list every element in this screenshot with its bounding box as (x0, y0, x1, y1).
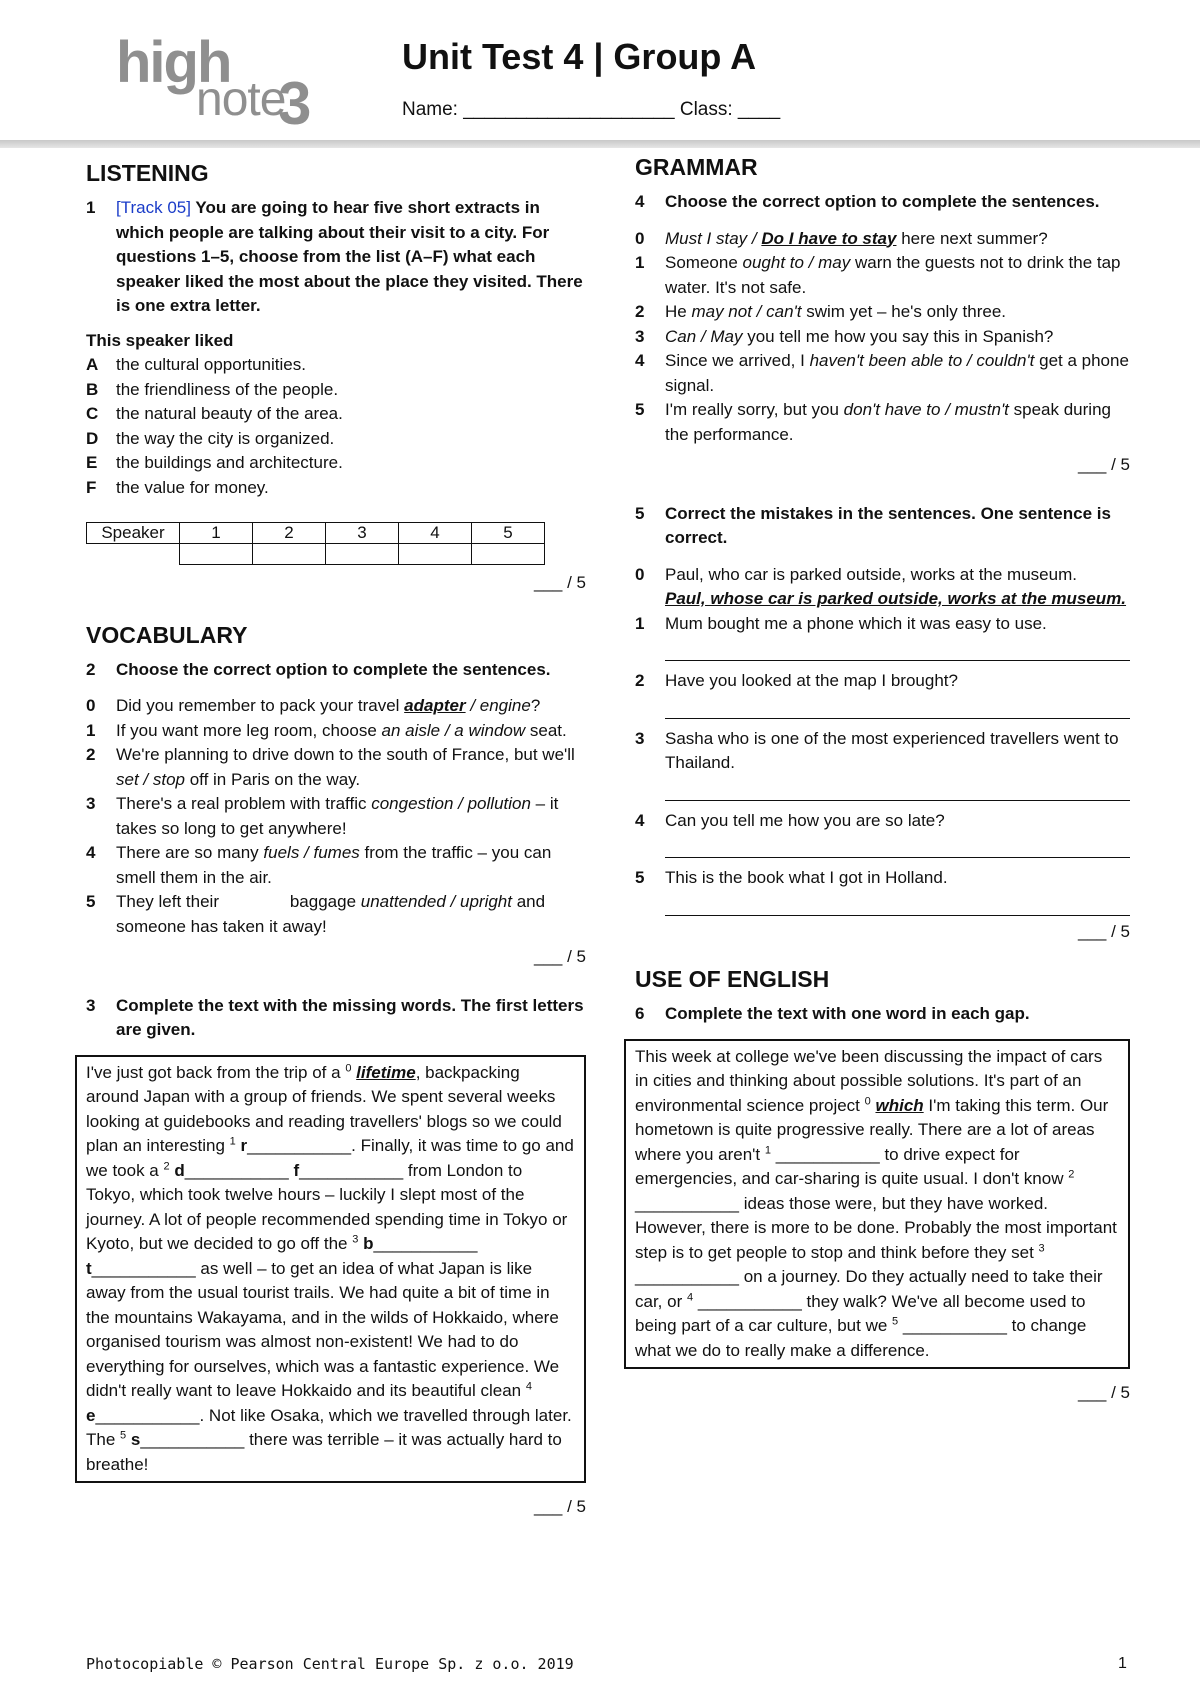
gap-first-letter: r (240, 1136, 248, 1155)
listening-heading: LISTENING (86, 160, 209, 186)
question-number: 5 (635, 503, 645, 523)
item-options[interactable]: ought to / may (742, 253, 851, 272)
answer-line-3[interactable] (665, 776, 1130, 801)
answer-cell-3[interactable] (326, 544, 399, 565)
passage-text: ___________ on a journey. Do they actually need to take their car, or (635, 1267, 1103, 1311)
item-text: get a phone signal. (665, 351, 1129, 395)
list-item (635, 563, 1130, 612)
option-text: the value for money. (116, 477, 269, 497)
item-text: I'm really sorry, but you (665, 400, 844, 419)
item-text: Can you tell me how you are so late? (665, 810, 945, 830)
right-column (635, 152, 1130, 1406)
list-item (86, 792, 586, 841)
option-text: the way the city is organized. (116, 428, 335, 448)
page-number: 1 (1118, 1655, 1127, 1672)
passage-text: ___________ to change what we do to really make a difference. (635, 1316, 1087, 1360)
item-text: Someone (665, 253, 743, 272)
item-text: Since we arrived, I (665, 351, 810, 370)
gap-number: 5 (120, 1429, 127, 1442)
item-text: This is the book what I got in Holland. (665, 868, 948, 887)
item-number: 3 (635, 728, 645, 748)
item-option: Must I stay / (665, 228, 762, 248)
page-title: Unit Test 4 | Group A (402, 36, 757, 77)
table-header-4: 4 (399, 523, 472, 544)
item-text: If you want more leg room, choose (116, 720, 382, 740)
item-number: 2 (635, 671, 645, 690)
gap-first-letter: d (174, 1160, 185, 1180)
passage-text: ___________ (373, 1234, 478, 1253)
option-item (86, 353, 586, 378)
gap-number: 4 (525, 1380, 532, 1393)
option-item (86, 378, 586, 403)
list-item (635, 227, 1130, 252)
instruction-text: Complete the text with one word in each gap. (665, 1004, 1030, 1023)
passage-text: I've just got back from the trip of a (86, 1062, 346, 1082)
item-options[interactable]: an aisle / a window (381, 720, 526, 740)
item-text: warn the guests not to drink the tap water. It's not safe. (665, 253, 1121, 297)
item-options[interactable]: set / stop (116, 769, 185, 789)
option-text: the buildings and architecture. (116, 453, 343, 472)
answer-cell-5[interactable] (472, 544, 545, 565)
answer-cell-1[interactable] (180, 544, 253, 565)
answer-cell-2[interactable] (253, 544, 326, 565)
passage-text: ___________ (184, 1160, 294, 1180)
item-text: Have you looked at the map I brought? (665, 671, 958, 690)
item-text: Mum bought me a phone which it was easy to use. (665, 613, 1047, 633)
passage-text: ___________ they walk? We've all become used to being part of a car culture, but we (635, 1291, 1086, 1335)
item-options[interactable]: unattended / upright (360, 892, 512, 911)
item-number: 0 (635, 228, 645, 248)
gap-first-letter: s (130, 1430, 141, 1449)
item-number: 2 (86, 745, 96, 764)
question-number: 3 (86, 995, 96, 1015)
option-letter: C (86, 404, 99, 423)
list-item (635, 809, 1130, 834)
list-item (635, 300, 1130, 325)
answer-line-4[interactable] (665, 833, 1130, 858)
item-text: He (665, 302, 692, 321)
passage-text: ___________ ideas those were, but they have worked. However, there is more to be done. Probably the most important step is to get people to stop and think before they set (635, 1193, 1117, 1262)
item-number: 3 (86, 794, 96, 813)
list-item (635, 325, 1130, 350)
option-letter: E (86, 453, 98, 472)
question-2-instruction (86, 658, 586, 683)
logo-word-high: high (116, 30, 231, 95)
option-letter: D (86, 428, 99, 448)
item-text: There's a real problem with traffic (116, 794, 372, 813)
instruction-text: Choose the correct option to complete the sentences. (116, 659, 551, 679)
q4-items (635, 227, 1130, 448)
option-item (86, 451, 586, 476)
item-number: 4 (635, 810, 645, 830)
gap-number: 2 (163, 1159, 170, 1172)
passage-text: ___________ to drive expect for emergencies, and car-sharing is quite usual. I don't know (635, 1144, 1069, 1188)
list-item (635, 349, 1130, 398)
item-number: 1 (635, 253, 645, 272)
instruction-text: You are going to hear five short extracts in which people are talking about their visit to a city. For questions 1–5, choose from the list (A–F) what each speaker liked the most about the place they visited. There is one extra letter. (116, 198, 583, 315)
passage-text: ___________ there was terrible – it was actually hard to breathe! (86, 1430, 562, 1474)
item-number: 1 (635, 613, 645, 633)
footer-copyright: Photocopiable © Pearson Central Europe Sp. z o.o. 2019 (86, 1655, 574, 1673)
gap-number: 1 (764, 1143, 771, 1156)
gap-number: 0 (345, 1061, 352, 1074)
item-number: 5 (86, 892, 96, 911)
example-answer: which (875, 1095, 924, 1115)
gap-first-letter: e (86, 1405, 96, 1425)
listening-section (86, 158, 586, 596)
item-text: seat. (525, 720, 567, 740)
passage-text: , backpacking around Japan with a group of friends. We spent several weeks looking at guidebooks and reading travellers' blogs so we could plan an interesting (86, 1062, 562, 1155)
passage-text: ___________ from London to Tokyo, which took twelve hours – luckily I slept most of the journey. A lot of people recommended spending time in Tokyo or Kyoto, but we decided to go off the (86, 1160, 568, 1253)
gap-number: 4 (686, 1290, 694, 1303)
track-label: [Track 05] (116, 198, 191, 217)
grammar-heading: GRAMMAR (635, 154, 758, 180)
option-letter: A (86, 355, 99, 374)
high-note-logo (116, 30, 326, 137)
item-number: 3 (635, 326, 645, 346)
example-answer: Do I have to stay (761, 228, 897, 248)
logo-word-note: note (196, 73, 286, 126)
instruction-text: Correct the mistakes in the sentences. One sentence is correct. (665, 503, 1111, 547)
item-text: you tell me how you say this in Spanish? (742, 326, 1054, 346)
item-options[interactable]: fuels / fumes (263, 843, 360, 862)
gap-first-letter: b (363, 1234, 374, 1253)
list-item (635, 398, 1130, 447)
item-options[interactable]: Can / May (665, 326, 743, 346)
item-text: off in Paris on the way. (184, 769, 361, 789)
item-options[interactable]: don't have to / mustn't (843, 400, 1009, 419)
list-item (86, 719, 586, 744)
use-of-english-section (635, 964, 1130, 1406)
gap-number: 2 (1068, 1168, 1075, 1181)
gap-number: 5 (892, 1315, 899, 1328)
item-text: speak during the performance. (665, 400, 1111, 444)
q2-items (86, 694, 586, 939)
question-number: 6 (635, 1004, 645, 1023)
answer-line-2[interactable] (665, 694, 1130, 719)
item-number: 1 (86, 720, 96, 740)
gap-number: 3 (1038, 1241, 1045, 1254)
instruction-text: Choose the correct option to complete the sentences. (665, 192, 1100, 211)
gap-first-letter: f (293, 1160, 300, 1180)
passage-text: ___________. Not like Osaka, which we travelled through later. The (86, 1405, 572, 1449)
item-text: Paul, who car is parked outside, works at the museum. (665, 564, 1077, 584)
option-item (86, 402, 586, 427)
table-header-5: 5 (472, 523, 545, 544)
question-number: 2 (86, 659, 96, 679)
question-6-instruction (635, 1002, 1130, 1027)
grammar-section (635, 152, 1130, 944)
table-header-2: 2 (253, 523, 326, 544)
list-item (86, 743, 586, 792)
list-item (86, 890, 586, 939)
speaker-answer-table (86, 522, 545, 565)
gap-first-letter: t (86, 1258, 92, 1278)
instruction-text: Complete the text with the missing words. The first letters are given. (116, 995, 584, 1039)
table-header-speaker: Speaker (87, 523, 180, 544)
option-letter: F (86, 477, 97, 497)
item-number: 2 (635, 302, 645, 321)
score-vocabulary-q2: ___ / 5 (534, 947, 586, 966)
item-text: swim yet – he's only three. (801, 302, 1006, 321)
item-text: and someone has taken it away! (116, 892, 546, 936)
example-answer: lifetime (356, 1062, 416, 1082)
item-number: 5 (635, 868, 645, 887)
example-answer: Paul, whose car is parked outside, works at the museum. (665, 589, 1127, 608)
gap-number: 0 (864, 1094, 871, 1107)
question-1-instruction (86, 196, 586, 319)
vocabulary-section (86, 620, 586, 1520)
item-text: They left their baggage (116, 892, 361, 911)
item-text: Did you remember to pack your travel (116, 696, 405, 715)
list-item (635, 669, 1130, 694)
example-answer: adapter (404, 696, 466, 715)
q5-items (635, 563, 1130, 916)
passage-text: ___________. Finally, it was time to go and we took a (86, 1136, 574, 1180)
item-text: – it takes so long to get anywhere! (116, 794, 559, 838)
score-grammar-q5: ___ / 5 (1078, 921, 1130, 941)
option-item (86, 476, 586, 501)
item-number: 0 (86, 696, 96, 715)
name-class-line: Name: ____________________ Class: ____ (402, 99, 781, 120)
item-text: We're planning to drive down to the south of France, but we'll (116, 745, 575, 764)
options-list (86, 353, 586, 500)
option-text: the natural beauty of the area. (116, 404, 343, 423)
list-item (86, 841, 586, 890)
question-number: 4 (635, 192, 645, 211)
list-item (635, 612, 1130, 637)
table-header-1: 1 (180, 523, 253, 544)
use-of-english-heading: USE OF ENGLISH (635, 966, 830, 992)
header-divider (0, 140, 1200, 148)
score-vocabulary-q3: ___ / 5 (534, 1497, 586, 1516)
item-option: / engine (465, 696, 531, 715)
question-3-instruction (86, 994, 586, 1043)
option-item (86, 427, 586, 452)
item-text: ? (530, 696, 541, 715)
answer-line-1[interactable] (665, 636, 1130, 661)
option-text: the cultural opportunities. (116, 355, 306, 374)
question-number: 1 (86, 198, 96, 217)
table-header-3: 3 (326, 523, 399, 544)
q3-text-box (75, 1055, 586, 1484)
question-4-instruction (635, 190, 1130, 215)
item-text: There are so many (116, 843, 264, 862)
passage-text: ___________ as well – to get an idea of what Japan is like away from the usual tourist trails. We had quite a bit of time in the mountains Wakayama, and in the wilds of Hokkaido, where organised tourism was almost non-existent! We had to do everything for ourselves, which was a fantastic experience. We didn't really want to leave Hokkaido and its beautiful clean (86, 1258, 560, 1400)
item-options[interactable]: congestion / pollution (371, 794, 531, 813)
item-options[interactable]: may not / can't (691, 302, 802, 321)
item-text: Sasha who is one of the most experienced travellers went to Thailand. (665, 728, 1119, 772)
score-grammar-q4: ___ / 5 (1078, 455, 1130, 474)
table-empty-cell (87, 544, 180, 565)
vocabulary-heading: VOCABULARY (86, 621, 248, 648)
item-number: 0 (635, 564, 645, 584)
score-listening: ___ / 5 (534, 573, 586, 592)
option-letter: B (86, 379, 99, 399)
gap-number: 3 (352, 1233, 359, 1246)
left-column (86, 158, 586, 1520)
item-text: here next summer? (896, 228, 1048, 248)
answer-cell-4[interactable] (399, 544, 472, 565)
logo-number: 3 (278, 70, 310, 137)
passage-text: This week at college we've been discussing the impact of cars in cities and thinking about possible solutions. It's part of an environmental science project (635, 1046, 1103, 1115)
gap-number: 1 (229, 1135, 236, 1148)
item-text: from the traffic – you can smell them in the air. (116, 843, 552, 887)
score-use-of-english: ___ / 5 (1078, 1383, 1130, 1402)
item-number: 4 (635, 351, 645, 370)
passage-text: I'm taking this term. Our hometown is quite progressive really. There are a lot of areas where you aren't (635, 1095, 1109, 1164)
question-5-instruction (635, 502, 1130, 551)
option-text: the friendliness of the people. (116, 379, 339, 399)
item-number: 5 (635, 400, 645, 419)
list-item (635, 251, 1130, 300)
item-options[interactable]: haven't been able to / couldn't (809, 351, 1035, 370)
list-item (635, 727, 1130, 776)
list-item (86, 694, 586, 719)
options-subheading: This speaker liked (86, 330, 234, 350)
list-item (635, 866, 1130, 891)
q6-text-box (624, 1039, 1130, 1370)
answer-line-5[interactable] (665, 891, 1130, 916)
item-number: 4 (86, 843, 96, 862)
